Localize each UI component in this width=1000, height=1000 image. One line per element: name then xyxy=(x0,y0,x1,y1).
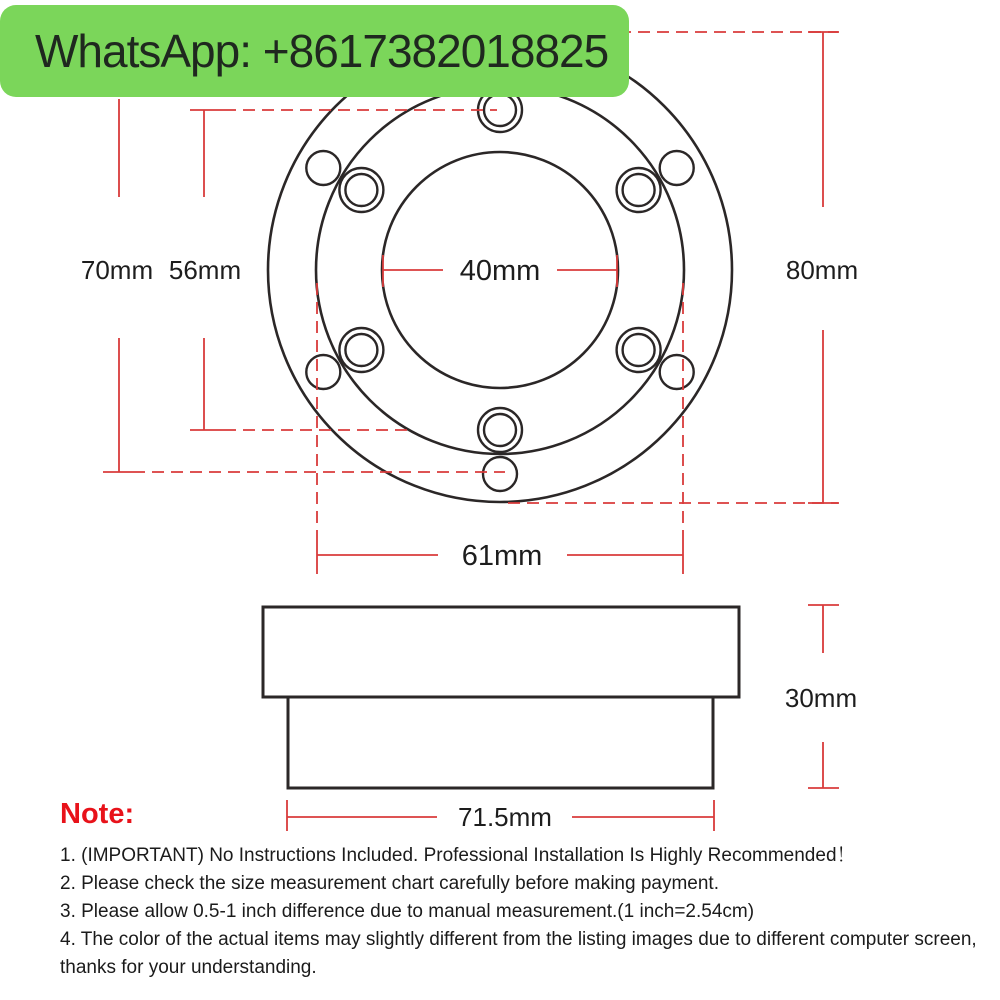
dim-label-71-5mm: 71.5mm xyxy=(458,802,552,832)
dim-label-61mm: 61mm xyxy=(461,540,543,572)
dim-label-70mm: 70mm xyxy=(80,255,154,285)
whatsapp-banner xyxy=(0,5,629,97)
note-item-4: 4. The color of the actual items may slightly different from the listing images due to different computer screen, thanks for your understanding. xyxy=(60,929,977,978)
whatsapp-number: WhatsApp: +8617382018825 xyxy=(35,25,609,77)
notes-section xyxy=(60,798,995,982)
dim-label-40mm: 40mm xyxy=(459,255,541,287)
notes-heading: Note: xyxy=(60,798,135,830)
note-item-2: 2. Please check the size measurement chart carefully before making payment. xyxy=(60,873,719,894)
note-item-3: 3. Please allow 0.5-1 inch difference due to manual measurement.(1 inch=2.54cm) xyxy=(60,901,755,922)
notes-list xyxy=(60,842,995,982)
dim-label-80mm: 80mm xyxy=(785,255,859,285)
flange-side-view xyxy=(263,607,739,788)
side-view-flange-slab xyxy=(263,607,739,697)
side-view-body-slab xyxy=(288,697,713,788)
note-item-1: 1. (IMPORTANT) No Instructions Included. Professional Installation Is Highly Recommended！ xyxy=(60,845,856,866)
dim-label-30mm: 30mm xyxy=(784,683,858,713)
dim-label-56mm: 56mm xyxy=(168,255,242,285)
